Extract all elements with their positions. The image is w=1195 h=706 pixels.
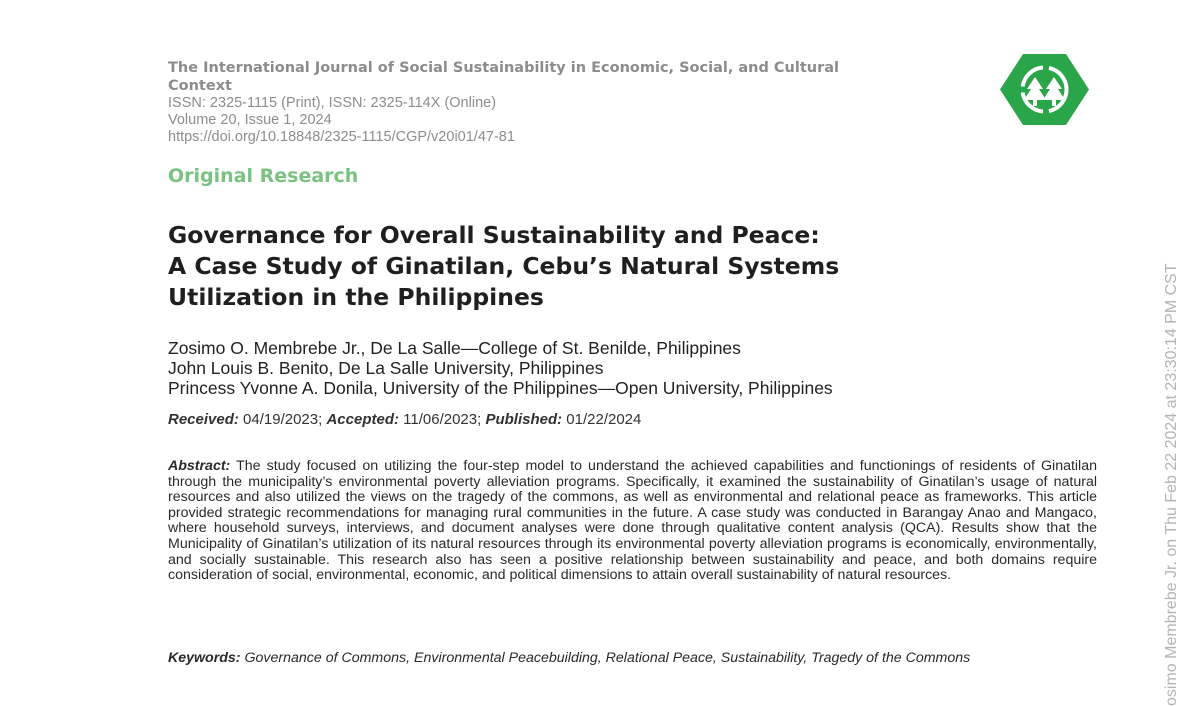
abstract	[168, 459, 1097, 584]
journal-volume: Volume 20, Issue 1, 2024	[168, 112, 332, 128]
section-label: Original Research	[168, 165, 359, 187]
journal-title: The International Journal of Social Sustainability in Economic, Social, and Cultural Context	[168, 60, 840, 94]
journal-info	[168, 59, 868, 146]
download-watermark: osimo Membrebe Jr. on Thu Feb 22 2024 at 23:30:14 PM CST	[1163, 263, 1180, 706]
keywords-label: Keywords:	[168, 650, 241, 666]
published-date: 01/22/2024	[562, 411, 642, 428]
author-line: John Louis B. Benito, De La Salle University, Philippines	[168, 358, 604, 378]
keywords	[168, 650, 1097, 666]
journal-logo-icon	[997, 52, 1092, 127]
article-title-line: Utilization in the Philippines	[168, 283, 544, 311]
author-line: Princess Yvonne A. Donila, University of the Philippines—Open University, Philippines	[168, 378, 833, 398]
publication-dates	[168, 411, 641, 428]
article-title	[168, 220, 1088, 313]
received-label: Received:	[168, 411, 239, 428]
journal-doi[interactable]: https://doi.org/10.18848/2325-1115/CGP/v20i01/47-81	[168, 129, 515, 145]
author-list	[168, 338, 1118, 398]
accepted-label: Accepted:	[326, 411, 399, 428]
published-label: Published:	[485, 411, 563, 428]
accepted-date: 11/06/2023;	[398, 411, 486, 428]
author-line: Zosimo O. Membrebe Jr., De La Salle—College of St. Benilde, Philippines	[168, 338, 741, 358]
article-title-line: A Case Study of Ginatilan, Cebu’s Natural Systems	[168, 252, 840, 280]
article-title-line: Governance for Overall Sustainability and Peace:	[168, 221, 820, 249]
received-date: 04/19/2023;	[238, 411, 327, 428]
keywords-text: Governance of Commons, Environmental Peacebuilding, Relational Peace, Sustainability, Tragedy of the Commons	[240, 650, 971, 666]
abstract-text: The study focused on utilizing the four-step model to understand the achieved capabilities and functionings of residents of Ginatilan through the municipality’s environmental poverty alleviation programs. Specifically, it examined the sustainability of Ginatilan’s usage of natural resources and also utilized the views on the tragedy of the commons, as well as environmental and relational peace as frameworks. This article provided strategic recommendations for managing rural communities in the future. A case study was conducted in Barangay Anao and Mangaco, where household surveys, interviews, and document analyses were done through qualitative content analysis (QCA). Results show that the Municipality of Ginatilan’s utilization of its natural resources through its environmental poverty alleviation programs is economically, environmentally, and socially sustainable. This research also has seen a positive relationship between sustainability and peace, and both domains require consideration of social, environmental, economic, and political dimensions to attain overall sustainability of natural resources.	[168, 458, 1097, 584]
journal-issn: ISSN: 2325-1115 (Print), ISSN: 2325-114X (Online)	[168, 95, 497, 111]
abstract-label: Abstract:	[168, 458, 231, 474]
